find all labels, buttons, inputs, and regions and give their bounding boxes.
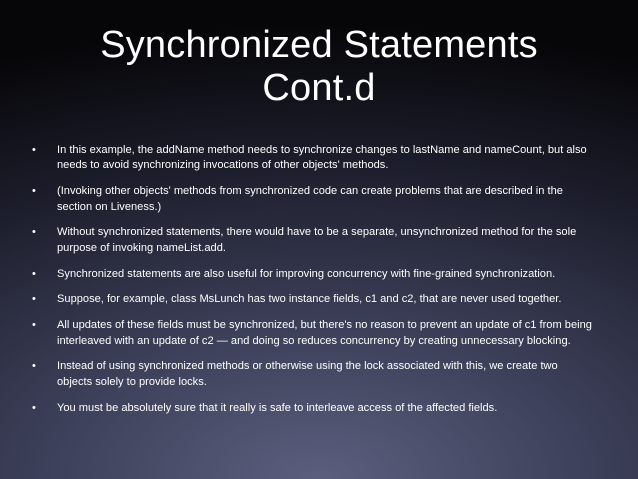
bullet-item [32,225,592,256]
slide-title-line-1: Synchronized Statements [100,24,538,66]
bullet-text: Synchronized statements are also useful for improving concurrency with fine-grained synchronization. [57,267,556,280]
bullet-marker: • [32,144,36,156]
bullet-text: Without synchronized statements, there would have to be a separate, unsynchronized method for the sole purpose of invoking nameList.add. [57,226,577,254]
bullet-item [32,143,592,174]
bullet-marker: • [32,401,36,414]
bullet-item [32,401,592,416]
bullet-text: Instead of using synchronized methods or otherwise using the lock associated with this, we create two objects solely to provide locks. [57,360,558,388]
bullet-item [32,318,592,349]
bullet-text: You must be absolutely sure that it really is safe to interleave access of the affected fields. [57,401,498,414]
bullet-text: Suppose, for example, class MsLunch has two instance fields, c1 and c2, that are never used together. [57,293,562,306]
bullet-item [32,267,592,282]
slide-title [0,24,638,110]
bullet-text: In this example, the addName method needs to synchronize changes to lastName and nameCount, but also needs to avoid synchronizing invocations of other objects' methods. [57,144,587,172]
bullet-marker: • [32,226,36,239]
bullet-list [32,143,592,426]
bullet-item [32,292,592,307]
slide-title-line-2: Cont.d [262,67,376,109]
bullet-marker: • [32,360,36,373]
bullet-marker: • [32,267,36,280]
bullet-marker: • [32,293,36,306]
bullet-marker: • [32,319,36,332]
bullet-item [32,359,592,390]
bullet-text: (Invoking other objects' methods from synchronized code can create problems that are described in the section on Liveness.) [57,185,563,213]
bullet-item [32,184,592,215]
bullet-text: All updates of these fields must be synchronized, but there's no reason to prevent an update of c1 from being interleaved with an update of c2 — and doing so reduces concurrency by creating unnecessary blocking. [57,319,592,347]
bullet-marker: • [32,185,36,198]
